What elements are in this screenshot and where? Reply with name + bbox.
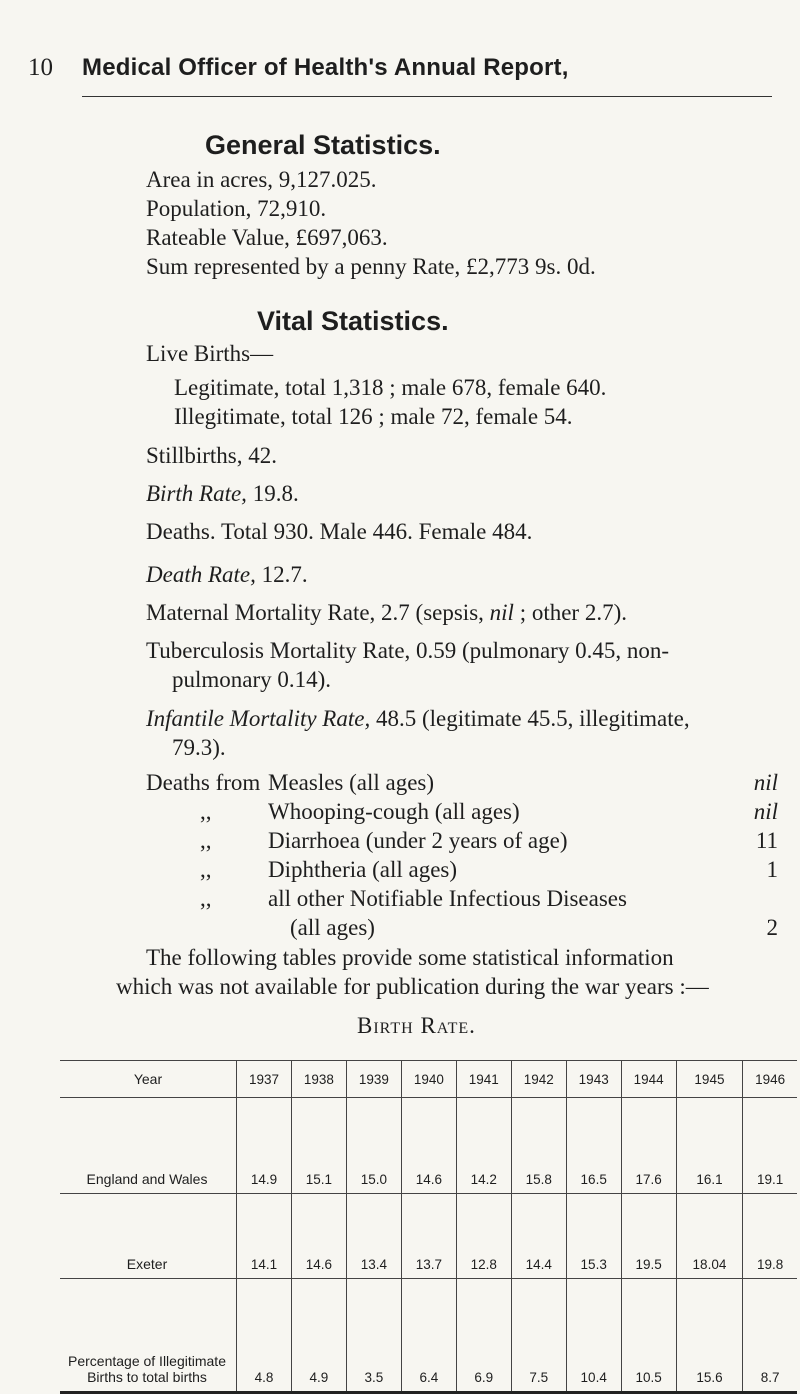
table-cell: 4.8 [237,1279,292,1393]
year-cell: 1938 [291,1061,346,1098]
table-cell: 14.2 [456,1098,511,1194]
tuberculosis-line-1: Tuberculosis Mortality Rate, 0.59 (pulmonary 0.45, non- [146,638,669,663]
deaths-value: nil [753,770,778,795]
deaths-label: Diarrhoea (under 2 years of age) [268,828,568,853]
deaths-label: Whooping-cough (all ages) [268,799,520,824]
birth-rate-line [146,479,299,508]
table-cell: 19.5 [621,1194,676,1279]
live-births-heading: Live Births— [146,341,274,366]
intro-line-1: The following tables provide some statistical information [146,945,674,970]
table-cell: 18.04 [676,1194,743,1279]
general-line: Rateable Value, £697,063. [146,225,388,250]
table-cell: 10.5 [621,1279,676,1393]
infant-mortality-value: 48.5 (legitimate 45.5, illegitimate, [370,706,690,731]
table-cell: 13.7 [401,1194,456,1279]
year-cell: 1939 [346,1061,401,1098]
table-cell: 15.6 [676,1279,743,1393]
deaths-line: Deaths. Total 930. Male 446. Female 484. [146,519,533,544]
legitimate-line: Legitimate, total 1,318 ; male 678, female 640. [174,375,607,400]
table-title: Birth Rate. [357,1013,476,1038]
year-cell: 1943 [566,1061,621,1098]
infant-mortality-line-1 [146,704,690,733]
header-rule [82,96,772,97]
general-line: Area in acres, 9,127.025. [146,167,377,192]
table-row [60,1194,797,1279]
death-rate-line [146,560,308,589]
page-number: 10 [28,54,53,81]
table-cell: 14.6 [291,1194,346,1279]
row-label: Exeter [60,1194,237,1279]
year-cell: 1945 [676,1061,743,1098]
year-cell: 1940 [401,1061,456,1098]
table-cell: 14.6 [401,1098,456,1194]
table-cell: 16.5 [566,1098,621,1194]
death-rate-label: Death Rate, [146,562,256,587]
deaths-value: nil [753,799,778,824]
general-statistics-title: General Statistics. [205,130,441,160]
table-cell: 12.8 [456,1194,511,1279]
deaths-value: 2 [766,915,778,940]
table-cell: 15.8 [511,1098,566,1194]
table-cell: 6.9 [456,1279,511,1393]
deaths-value: 11 [755,828,778,853]
intro-line-2: which was not available for publication during the war years :— [116,974,709,999]
infant-mortality-line-2: 79.3). [172,735,226,760]
birth-rate-table [60,1060,797,1394]
maternal-mortality-line [146,598,627,627]
deaths-label: Diphtheria (all ages) [268,857,458,882]
deaths-row [268,797,778,826]
vital-statistics-title: Vital Statistics. [257,306,449,336]
year-cell: 1946 [743,1061,797,1098]
table-cell: 19.1 [743,1098,797,1194]
stillbirths-line: Stillbirths, 42. [146,443,277,468]
table-cell: 3.5 [346,1279,401,1393]
infant-mortality-label: Infantile Mortality Rate, [146,706,371,731]
table-cell: 8.7 [743,1279,797,1393]
table-cell: 14.4 [511,1194,566,1279]
deaths-row [268,826,778,855]
general-line: Sum represented by a penny Rate, £2,773 9s. 0d. [146,254,596,279]
row-label: England and Wales [60,1098,237,1194]
deaths-label: (all ages) [290,915,375,940]
tuberculosis-line-2: pulmonary 0.14). [172,667,332,692]
year-cell: 1937 [237,1061,292,1098]
table-cell: 14.1 [237,1194,292,1279]
maternal-text: Maternal Mortality Rate, 2.7 (sepsis, [146,600,490,625]
table-cell: 16.1 [676,1098,743,1194]
birth-rate-value: 19.8. [246,481,299,506]
table-cell: 19.8 [743,1194,797,1279]
ditto-mark: ,, [200,828,212,853]
deaths-from-lead: Deaths from [146,770,261,795]
maternal-text-2: ; other 2.7). [513,600,627,625]
table-cell: 15.1 [291,1098,346,1194]
table-row [60,1279,797,1393]
table-cell: 6.4 [401,1279,456,1393]
general-line: Population, 72,910. [146,196,327,221]
year-cell: 1944 [621,1061,676,1098]
deaths-label: Measles (all ages) [268,770,435,795]
table-cell: 15.3 [566,1194,621,1279]
deaths-label: all other Notifiable Infectious Diseases [268,886,627,911]
year-cell: 1942 [511,1061,566,1098]
ditto-mark: ,, [200,799,212,824]
birth-rate-label: Birth Rate, [146,481,247,506]
table-cell: 7.5 [511,1279,566,1393]
table-cell: 4.9 [291,1279,346,1393]
deaths-row [268,768,778,797]
table-cell: 10.4 [566,1279,621,1393]
table-header-row [60,1061,797,1098]
running-title: Medical Officer of Health's Annual Report, [82,54,569,81]
deaths-row [268,884,778,913]
table-cell: 15.0 [346,1098,401,1194]
table-cell: 17.6 [621,1098,676,1194]
ditto-mark: ,, [200,886,212,911]
year-cell: 1941 [456,1061,511,1098]
maternal-nil: nil [489,600,514,625]
illegitimate-line: Illegitimate, total 126 ; male 72, female 54. [174,404,573,429]
deaths-from-list [268,768,778,942]
death-rate-value: 12.7. [255,562,308,587]
ditto-mark: ,, [200,857,212,882]
deaths-row [268,855,778,884]
year-header: Year [60,1061,237,1098]
row-label: Percentage of Illegitimate Births to total births [60,1279,237,1393]
table-cell: 13.4 [346,1194,401,1279]
table-row [60,1098,797,1194]
deaths-row [268,913,778,942]
deaths-value: 1 [766,857,778,882]
table-cell: 14.9 [237,1098,292,1194]
